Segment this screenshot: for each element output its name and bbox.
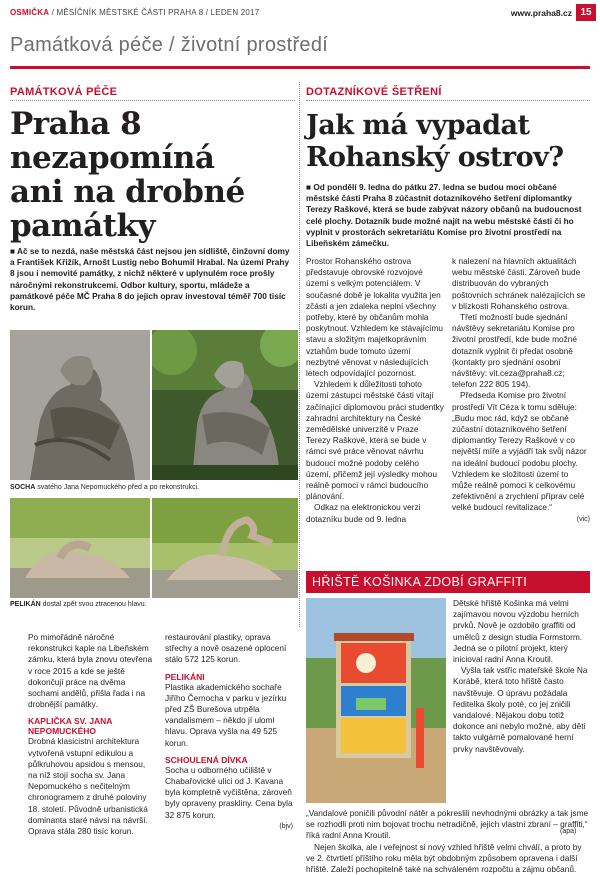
- box-body-full: [306, 808, 590, 875]
- paragraph: Odkaz na elektronickou verzi dotazníku bude od 9. ledna: [306, 502, 421, 524]
- header-meta: [10, 8, 259, 17]
- headline-line: Rohanský ostrov?: [306, 142, 564, 173]
- box-body-col: [453, 598, 590, 755]
- left-headline: [10, 107, 300, 243]
- statue-after-illustration: [152, 330, 298, 480]
- box-signature: (apa): [560, 828, 577, 835]
- signature: (bjv): [279, 822, 293, 830]
- pelican-before-illustration: [10, 498, 150, 598]
- paragraph: Po mimořádně náročné rekonstrukci kaple na Libeňském zámku, která byla znovu otevřena v roce 2015 a kde se ještě dokončují práce na dvěma sochami andělů, přišla řada i na drobnější památky.: [28, 632, 153, 710]
- paragraph: restaurování plastiky, oprava střechy a nově osazené oplocení stálo 572 125 korun.: [165, 632, 287, 665]
- paragraph: „Vandalové poničili původní nátěr a pokreslili nevhodnými obrázky a tak jsme se rozhodli proti nim bojovat trochu netradičně, jejich vlastní zbraní – graffiti,“ říká radní Anna Kroutil.: [306, 808, 589, 841]
- page-header: [0, 0, 600, 30]
- statue-after-photo: [152, 330, 298, 480]
- headline-line: památky: [10, 208, 155, 244]
- paragraph: Vyšla tak vstříc mateřské škole Na Korábě, která toto hřiště často navštěvuje. O úpravu požádala ředitelka školy poté, co jej zničili vandalové. Nějakou dobu totiž dokonce ani nebylo možné, aby děti takto vulgárně pomalované herní prvky navštěvovaly.: [453, 665, 588, 754]
- paragraph: Plastika akademického sochaře Jiřího Černocha v parku v jezírku před ZŠ Burešova utrpěla vandalismem – někdo jí uloml hlavu. Oprava vyšla na 49 525 korun.: [165, 681, 287, 748]
- pelican-after-illustration: [152, 498, 298, 598]
- playground-photo: [306, 598, 446, 803]
- subheading: SCHOULENÁ DÍVKA: [165, 754, 248, 765]
- header-issue: / MĚSÍČNÍK MĚSTSKÉ ČÁSTI PRAHA 8 / LEDEN 2017: [49, 8, 260, 17]
- pelican-after-photo: [152, 498, 298, 598]
- left-lead: ■ Ač se to nezdá, naše městská část nejsou jen sídliště, činžovní domy a František Křižík, Arnošt Lustig nebo Bohumil Hrabal. Na území Prahy 8 jsou i nemovité památky, z nichž některé v uplynulém roce prošly náročnými rekonstrukcemi. Odbor kultury, sportu, mládeže a památkové péče MČ Praha 8 do jejich oprav investoval téměř 700 tisíc korun.: [10, 246, 290, 313]
- pelican-caption: [10, 601, 300, 608]
- paragraph: Vzhledem k důležitosti tohoto území zástupci městské části vítají začínající diplomovou práci studentky zahradní architektury na České zemědělské univerzitě v Praze Terezy Raškové, která se bude v rámci své práce věnovat návrhu budoucí možné podoby celého území, přičemž její výsledky mohou reálně pomoci v rámci budoucího plánování.: [306, 379, 444, 502]
- left-body-col2: [165, 632, 293, 832]
- paragraph: Předseda Komise pro životní prostředí Vít Céza k tomu sděluje: „Budu moc rád, když se občané zúčastní dotazníkového šetření diplomantky Terezy Raškové v co největší míře a vyjádří tak svůj názor na ideální budoucí podobu plochy. Vzhledem ke složitosti území to může reálně pomoci k celkovému zefektivnění a zrychlení příprav celé velké budoucí revitalizace.“: [452, 390, 587, 513]
- header-url[interactable]: www.praha8.cz: [510, 8, 572, 18]
- headline-line: Praha 8: [10, 106, 142, 142]
- paragraph: Socha u odborného učiliště v Chabařovické ulici od J. Kavana byla kompletně vyčištěna, zároveň byly opraveny praskliny. Cena byla 32 875 korun.: [165, 764, 293, 820]
- right-lead: ■ Od pondělí 9. ledna do pátku 27. ledna se budou moci občané městské části Praha 8 zúčastnit dotazníkového šetření diplomantky Terezy Raškové, která se bude zabývat názory občanů na budoucnost celé plochy. Dotazník bude možné najít na webu městské části či ho vyplnit v prostorách sekretariátu Komise pro životní prostředí na Libeňském zámečku.: [306, 182, 582, 249]
- paragraph: Třetí možností bude sjednání návštěvy sekretariátu Komise pro životní prostředí, kde bude možné dotazník vyplnit či předat osobně (kontakty pro sjednání osobní návštěvy: vit.ceza@praha8.cz; telefon 222 805 194).: [452, 312, 577, 390]
- section-title: Památková péče / životní prostředí: [10, 34, 329, 56]
- right-body-col2: [452, 256, 590, 525]
- subheading: KAPLIČKA SV. JANA NEPOMUCKÉHO: [28, 716, 113, 737]
- statue-caption: [10, 484, 300, 491]
- caption-text: dostal zpět svou ztracenou hlavu.: [40, 601, 147, 608]
- paragraph: Dětské hřiště Košinka má velmi zajímavou novou výzdobu herních prvků. Nově je ozdobilo graffiti od umělců z design studia Formstorm. Jedná se o pilotní projekt, který inicioval radní Anna Kroutil.: [453, 598, 583, 665]
- right-kicker: DOTAZNÍKOVÉ ŠETŘENÍ: [306, 86, 442, 98]
- paragraph: Drobná klasicistní architektura vytvořená vstupní edikulou a půlkruhovou apsidou s mensou, na níž stojí socha sv. Jana Nepomuckého s nečitelným chronogramem z druhé poloviny 18. století. Původně urbanistická dominanta staré návsi na návrší. Oprava stála 280 tisíc korun.: [28, 736, 148, 837]
- subheading: PELIKÁNI: [165, 671, 205, 682]
- right-headline: [306, 110, 596, 174]
- caption-text: svatého Jana Nepomuckého před a po rekonstrukci.: [35, 484, 200, 491]
- section-divider: [10, 66, 590, 69]
- caption-label: SOCHA: [10, 484, 36, 491]
- left-kicker: PAMÁTKOVÁ PÉČE: [10, 86, 118, 98]
- statue-before-photo: [10, 330, 150, 480]
- header-brand: OSMIČKA: [10, 8, 50, 17]
- playground-illustration: [306, 598, 446, 803]
- kicker-rule: [10, 100, 295, 101]
- caption-label: PELIKÁN: [10, 601, 41, 608]
- paragraph: k nalezení na hlavních aktualitách webu městské části. Zároveň bude distribuován do vybraných poštovních schránek nalézajících se v blízkosti Rohanského ostrova.: [452, 256, 586, 311]
- paragraph: Nejen školka, ale i veřejnost si nový vzhled hřiště velmi chválí, a proto by ve 2. čtvrtletí příštího roku měla být obdobným způsobem opravena i další hřiště. Zaleží pochopitelně také na schváleném rozpočtu a zájmu občanů.: [306, 841, 582, 875]
- left-body-col1: [28, 632, 154, 837]
- headline-line: ani na drobné: [10, 174, 245, 210]
- headline-line: nezapomíná: [10, 140, 215, 176]
- pelican-before-photo: [10, 498, 150, 598]
- kicker-rule: [306, 100, 590, 101]
- statue-before-illustration: [10, 330, 150, 480]
- paragraph: Prostor Rohanského ostrova představuje obrovské rozvojové území s velkým potenciálem. V současné době je lokalita využita jen zčásti a jen zdaleka neplní všechny potřeby, které by občanům mohla poskytnout. Vzhledem ke stávajícímu stavu a složitým majetkoprávním vztahům bude tomuto území nezbytné věnovat v následujících letech odpovídající pozornost.: [306, 256, 443, 379]
- signature: (vic): [576, 515, 590, 523]
- right-body-col1: [306, 256, 444, 525]
- headline-line: Jak má vypadat: [306, 110, 530, 141]
- box-headline: HŘIŠTĚ KOŠINKA ZDOBÍ GRAFFITI: [306, 571, 590, 593]
- page-number: 15: [576, 4, 596, 21]
